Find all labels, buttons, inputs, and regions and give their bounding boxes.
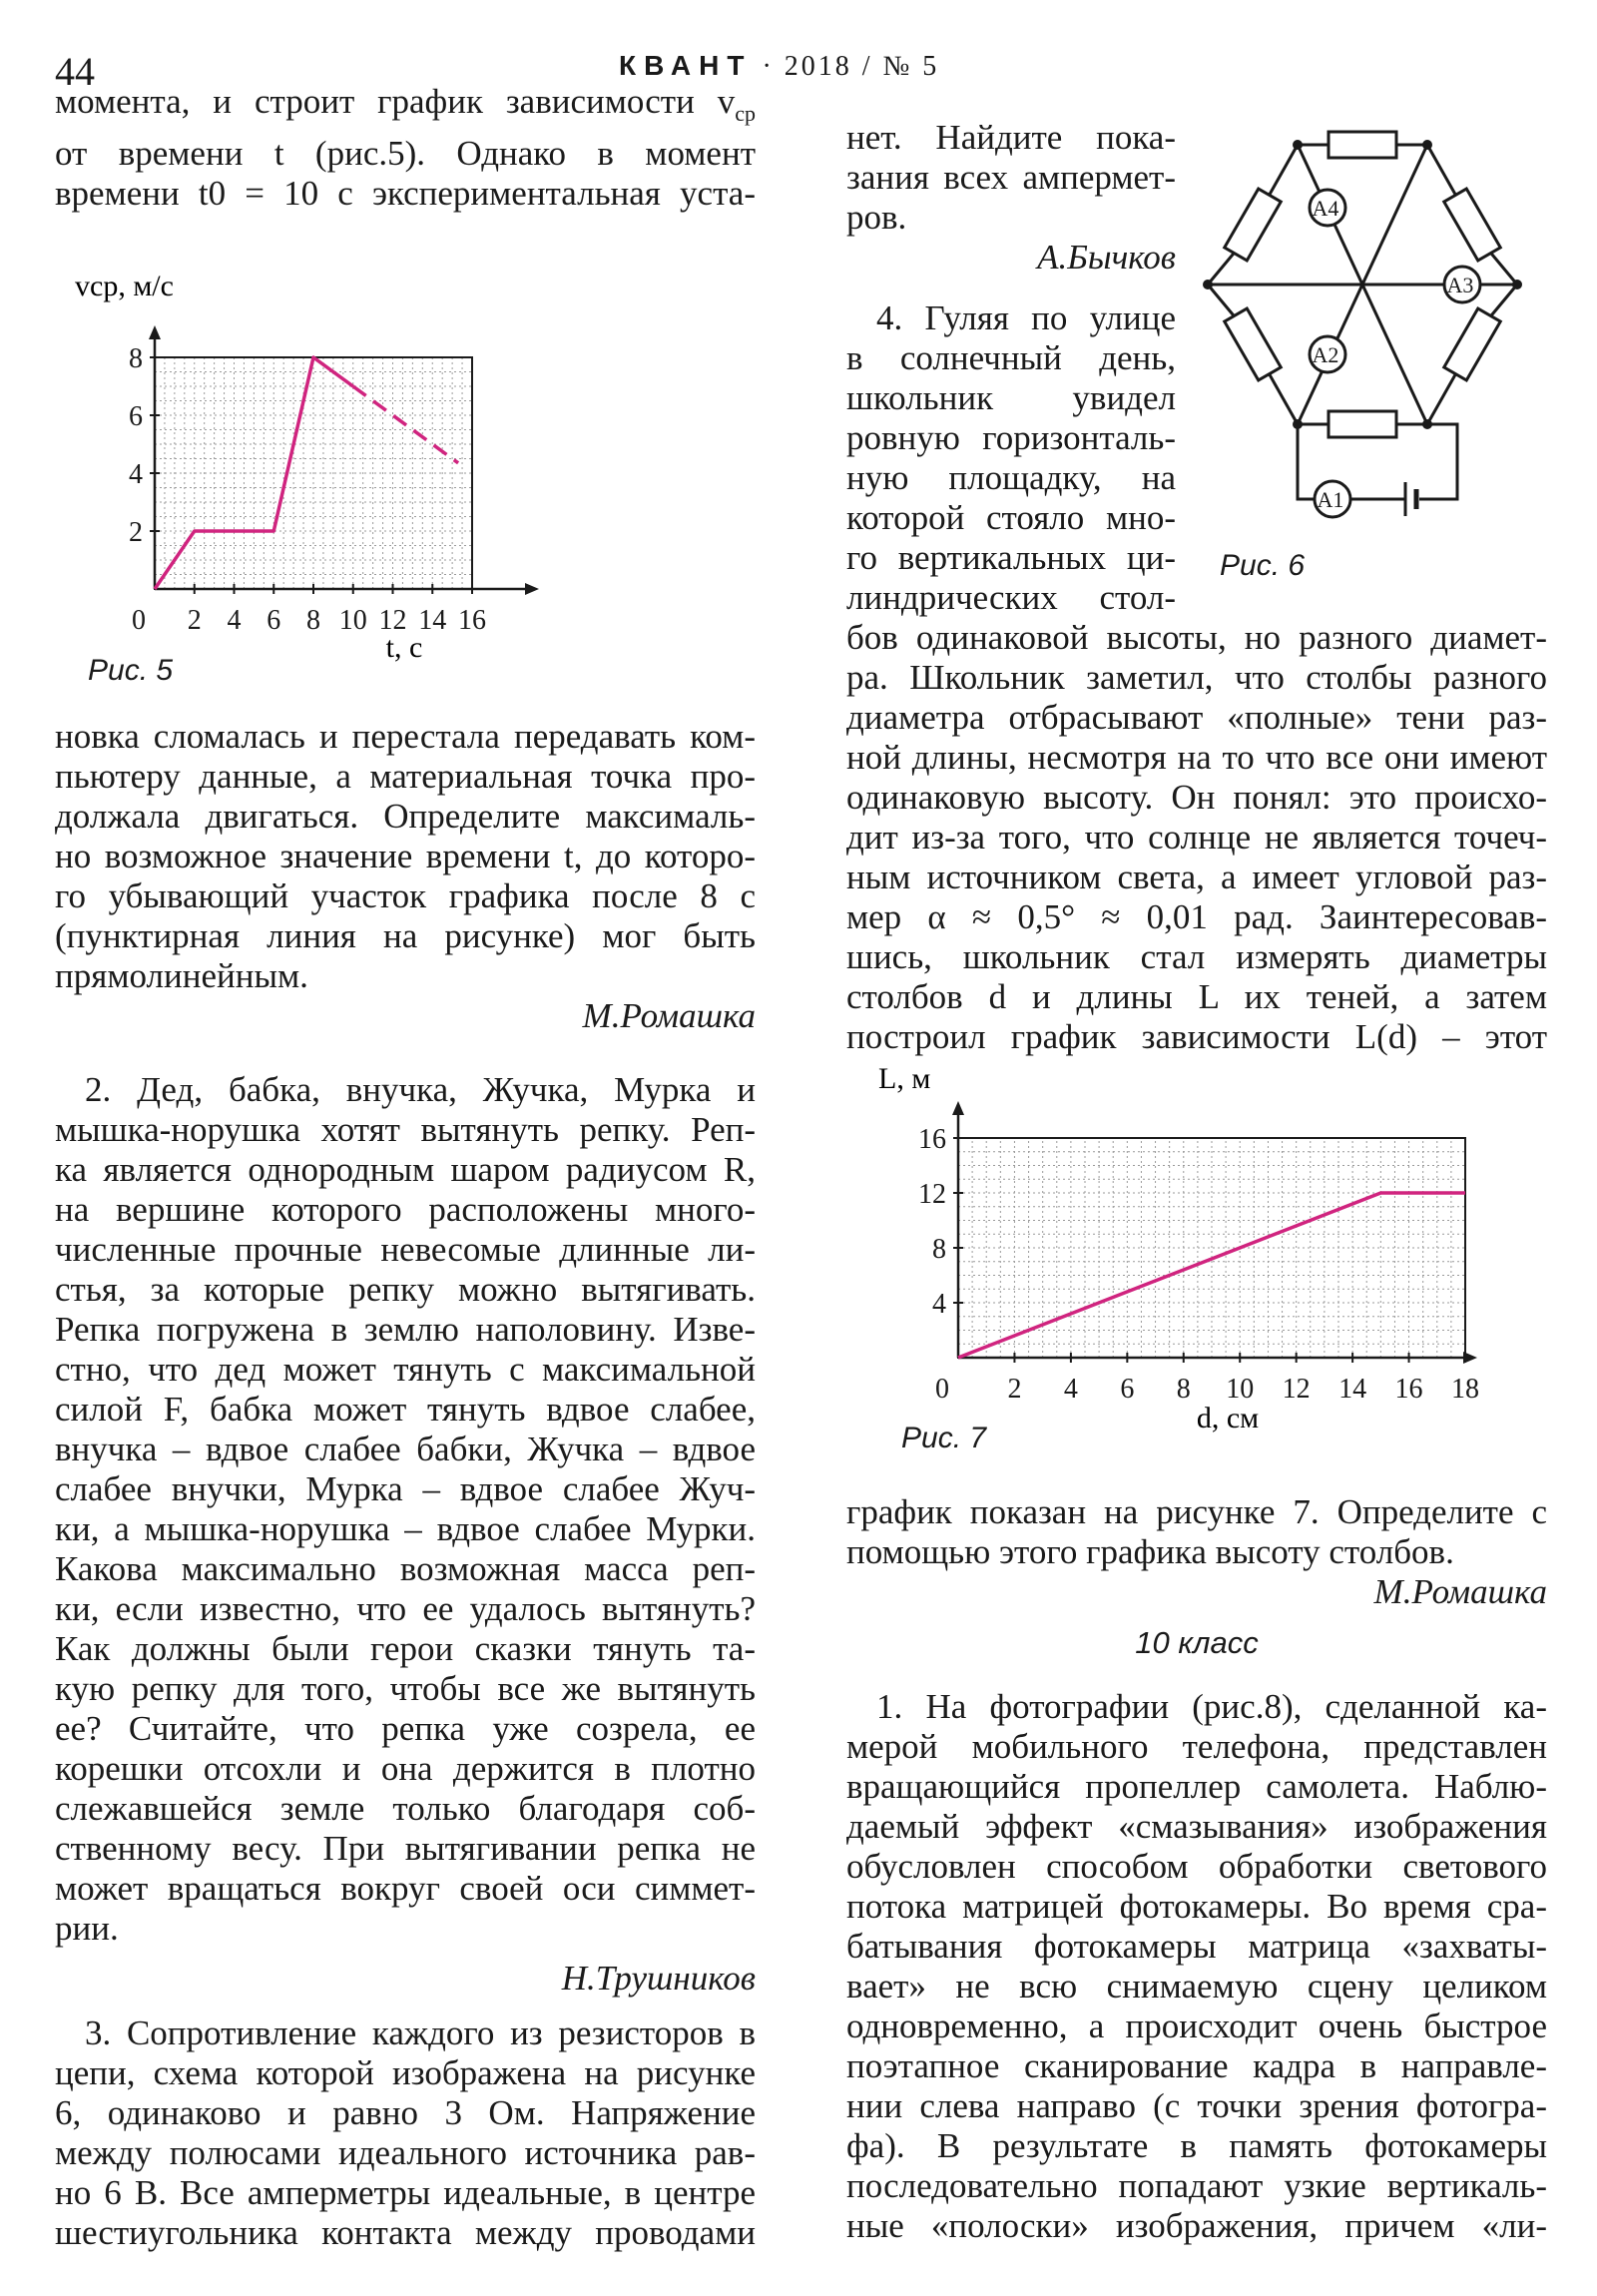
text-line: слабее внучки, Мурка – вдвое слабее Жуч-	[55, 1469, 756, 1508]
text-line: между полюсами идеального источника рав-	[55, 2133, 756, 2172]
x-tick-label: 10	[1226, 1374, 1255, 1405]
problem-4-wide	[846, 618, 1547, 1057]
text-line: ка является однородным шаром радиусом R,	[55, 1150, 756, 1189]
text-line: даемый эффект «смазывания» изображения	[846, 1807, 1547, 1846]
resistor	[1329, 132, 1396, 158]
x-tick-label: 6	[266, 605, 281, 636]
figure-5-chart	[55, 258, 734, 707]
text-line: фа). В результате в память фотокамеры	[846, 2126, 1547, 2165]
problem-4-narrow	[846, 298, 1176, 618]
text-line: 4. Гуляя по улице	[876, 298, 1176, 337]
resistor	[1329, 411, 1396, 437]
text-line: 2. Дед, бабка, внучка, Жучка, Мурка и	[85, 1070, 756, 1109]
text-line: одновременно, а происходит очень быстрое	[846, 2007, 1547, 2045]
text-line: слежавшейся земле только благодаря соб-	[55, 1789, 756, 1828]
x-axis-label: t, с	[385, 631, 423, 664]
text-line: график показан на рисунке 7. Определите с	[846, 1492, 1547, 1531]
text-line: но 6 В. Все амперметры идеальные, в центре	[55, 2173, 756, 2212]
figure-7-chart	[868, 1058, 1547, 1457]
text-line: ров.	[846, 198, 907, 237]
text-line: стья, за которые репку можно вытягивать.	[55, 1270, 756, 1309]
text-line: ственному весу. При вытягивании репка не	[55, 1829, 756, 1868]
right-after-fig7	[846, 1492, 1547, 1612]
x-axis-arrow	[525, 583, 539, 595]
x-tick-label: 12	[1282, 1374, 1311, 1405]
text-line: ной длины, несмотря на то что все они имеют	[846, 738, 1547, 777]
grade10-problem-1	[846, 1687, 1547, 2246]
text-line: Репка погружена в землю наполовину. Изве-	[55, 1310, 756, 1349]
x-tick-label: 4	[1063, 1374, 1078, 1405]
text-line: ным источником света, а имеет угловой раз-	[846, 858, 1547, 896]
y-tick-label: 8	[129, 343, 143, 374]
text-line: одинаковую высоту. Он понял: это происхо-	[846, 778, 1547, 817]
y-tick-label: 12	[918, 1179, 946, 1210]
figure-5-caption: Рис. 5	[88, 654, 174, 687]
text-line: зания всех ампермет-	[846, 158, 1176, 197]
ammeter-label: A2	[1312, 342, 1339, 367]
text-line: 6, одинаково и равно 3 Ом. Напряжение	[55, 2093, 756, 2132]
text-line: (пунктирная линия на рисунке) мог быть	[55, 916, 756, 955]
text-line: мерой мобильного телефона, представлен	[846, 1727, 1547, 1766]
text-line: рии.	[55, 1909, 119, 1948]
section-title: 10 класс	[1135, 1625, 1259, 1660]
resistor	[1444, 308, 1501, 380]
author-trushnikov: Н.Трушников	[561, 1959, 756, 1998]
text-line: линдрических стол-	[846, 578, 1176, 617]
text-line: помощью этого графика высоту столбов.	[846, 1532, 1454, 1571]
text-line: последовательно попадают узкие вертикаль-	[846, 2166, 1547, 2205]
text-line: цепи, схема которой изображена на рисунке	[55, 2053, 756, 2092]
text-line: Как должны были герои сказки тянуть та-	[55, 1629, 756, 1668]
problem-2	[55, 1070, 756, 1999]
y-axis-arrow	[952, 1101, 964, 1115]
text-line: кую репку для того, чтобы все же вытянуть	[55, 1669, 756, 1708]
x-tick-label: 0	[132, 605, 146, 636]
y-tick-label: 6	[129, 401, 143, 432]
x-axis-label: d, см	[1196, 1402, 1260, 1435]
text-line: дит из-за того, что солнце не является точеч-	[846, 818, 1547, 857]
y-tick-label: 8	[932, 1234, 946, 1265]
text-line: батывания фотокамеры матрица «захваты-	[846, 1927, 1547, 1966]
text-line: шестиугольника контакта между проводами	[55, 2213, 756, 2252]
left-intro	[55, 82, 756, 214]
text-line: силой F, бабка может тянуть вдвое слабее,	[55, 1390, 756, 1429]
y-axis-label: L, м	[878, 1062, 931, 1095]
x-tick-label: 18	[1451, 1374, 1479, 1405]
text-line: которой стояло мно-	[846, 498, 1176, 537]
x-tick-label: 16	[458, 605, 486, 636]
text-line: шись, школьник стал измерять диаметры	[846, 937, 1547, 976]
text-line: мышка-норушка хотят вытянуть репку. Реп-	[55, 1110, 756, 1149]
x-tick-label: 2	[1007, 1374, 1022, 1405]
resistor	[1225, 308, 1282, 380]
y-tick-label: 2	[129, 517, 143, 548]
text-line: го убывающий участок графика после 8 с	[55, 876, 756, 915]
ammeter-labels	[1313, 196, 1474, 512]
text-line: времени t0 = 10 с экспериментальная уста-	[55, 174, 756, 213]
text-line: ее? Считайте, что репка уже созрела, ее	[55, 1709, 756, 1748]
y-tick-label: 16	[918, 1124, 946, 1155]
journal-name: КВАНТ	[619, 50, 753, 81]
author-romashka-2: М.Ромашка	[1373, 1572, 1547, 1611]
text-line: вает» не всю снимаемую сцену целиком	[846, 1967, 1547, 2006]
y-tick-label: 4	[932, 1289, 946, 1320]
x-tick-label: 8	[306, 605, 320, 636]
running-header	[619, 50, 939, 83]
text-line: ра. Школьник заметил, что столбы разного	[846, 658, 1547, 697]
text-line: новка сломалась и перестала передавать ком-	[55, 717, 756, 756]
text-line: момента, и строит график зависимости $v_{ср}$	[55, 82, 756, 126]
text-line: бов одинаковой высоты, но разного диамет-	[846, 618, 1547, 657]
text-line: корешки отсохли и она держится в плотно	[55, 1749, 756, 1788]
grid	[958, 1138, 1465, 1358]
text-line: численные прочные невесомые длинные ли-	[55, 1230, 756, 1269]
text-line: ки, а мышка-норушка – вдвое слабее Мурки.	[55, 1509, 756, 1548]
text-line: обусловлен способом обработки светового	[846, 1847, 1547, 1886]
author-romashka: М.Ромашка	[582, 996, 756, 1035]
text-line: нии слева направо (с точки зрения фотогра-	[846, 2086, 1547, 2125]
x-tick-label: 8	[1176, 1374, 1191, 1405]
y-axis-label: vср, м/с	[75, 270, 174, 302]
x-tick-label: 10	[338, 605, 367, 636]
axes	[952, 1101, 1477, 1364]
text-line: стно, что дед может тянуть с максимальной	[55, 1350, 756, 1389]
text-line: потока матрицей фотокамеры. Во время сра-	[846, 1887, 1547, 1926]
x-tick-label: 0	[935, 1374, 949, 1405]
x-tick-label: 16	[1394, 1374, 1423, 1405]
text-line: поэтапное сканирование кадра в направле-	[846, 2046, 1547, 2085]
header-separator: ·	[762, 51, 775, 82]
problem-3	[55, 2013, 756, 2253]
text-line: Какова максимально возможная масса реп-	[55, 1549, 756, 1588]
x-tick-label: 14	[418, 605, 447, 636]
text-line: построил график зависимости L(d) – этот	[846, 1017, 1547, 1056]
text-line: нет. Найдите пока-	[846, 118, 1176, 157]
x-tick-label: 4	[227, 605, 242, 636]
page-number: 44	[55, 49, 95, 94]
right-top	[846, 118, 1176, 278]
y-tick-label: 4	[129, 459, 143, 490]
text-line: мер α ≈ 0,5° ≈ 0,01 рад. Заинтересовав-	[846, 897, 1547, 936]
text-line: но возможное значение времени t, до которо-	[55, 837, 756, 875]
text-line: ровную горизонталь-	[846, 418, 1176, 457]
axes	[149, 325, 539, 595]
ammeter-label: A4	[1312, 196, 1339, 221]
text-line: может вращаться вокруг своей оси симмет-	[55, 1869, 756, 1908]
text-line: от времени t (рис.5). Однако в момент	[55, 134, 756, 173]
figure-6-circuit	[1188, 115, 1567, 554]
text-line: ную площадку, на	[846, 458, 1176, 497]
text-line: 1. На фотографии (рис.8), сделанной ка-	[876, 1687, 1547, 1726]
x-tick-label: 12	[378, 605, 407, 636]
text-line: го вертикальных ци-	[846, 538, 1176, 577]
text-line: 3. Сопротивление каждого из резисторов в	[85, 2013, 756, 2052]
battery-symbol	[1405, 482, 1416, 516]
text-line: на вершине которого расположены много-	[55, 1190, 756, 1229]
text-line: вращающийся пропеллер самолета. Наблю-	[846, 1767, 1547, 1806]
ammeter-label: A1	[1317, 487, 1344, 512]
left-after-fig5	[55, 717, 756, 1036]
x-tick-label: 14	[1338, 1374, 1367, 1405]
y-axis-arrow	[149, 325, 161, 339]
figure-7-caption: Рис. 7	[901, 1422, 987, 1454]
text-line: в солнечный день,	[846, 338, 1176, 377]
x-tick-label: 2	[187, 605, 202, 636]
ammeter-label: A3	[1446, 273, 1474, 297]
text-line: столбов d и длины L их теней, а затем	[846, 977, 1547, 1016]
text-line: школьник увидел	[846, 378, 1176, 417]
issue-number: 2018 / № 5	[784, 51, 940, 82]
text-line: пьютеру данные, а материальная точка про-	[55, 757, 756, 796]
figure-6-caption: Рис. 6	[1220, 549, 1306, 582]
text-line: внучка – вдвое слабее бабки, Жучка – вдвое	[55, 1430, 756, 1468]
author-bychkov: А.Бычков	[1037, 238, 1176, 277]
text-line: ки, если известно, что ее удалось вытянуть?	[55, 1589, 756, 1628]
text-line: прямолинейным.	[55, 956, 308, 995]
x-tick-label: 6	[1120, 1374, 1135, 1405]
grid	[155, 357, 472, 589]
resistor	[1444, 189, 1501, 261]
text-line: диаметра отбрасывают «полные» тени раз-	[846, 698, 1547, 737]
resistor	[1225, 189, 1282, 261]
text-line: ные «полоски» изображения, причем «ли-	[846, 2206, 1547, 2245]
text-line: должала двигаться. Определите максималь-	[55, 797, 756, 836]
